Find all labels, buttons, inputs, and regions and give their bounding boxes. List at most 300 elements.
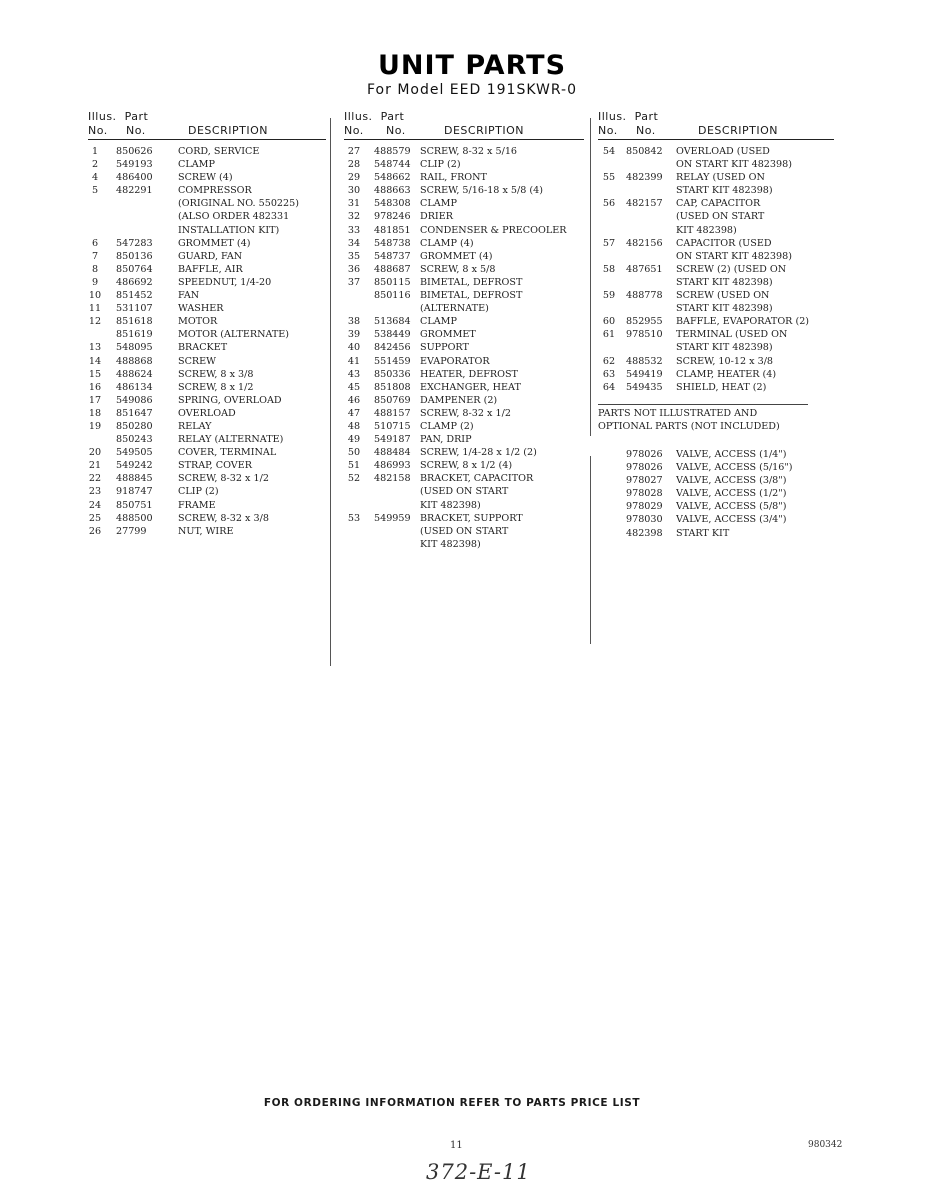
- part-number: 482158: [374, 473, 411, 485]
- part-description: COVER, TERMINAL: [178, 447, 277, 459]
- illus-number: 15: [88, 368, 102, 380]
- part-description: RELAY: [178, 420, 212, 432]
- illus-number: 4: [91, 172, 99, 184]
- part-row: [88, 341, 326, 354]
- part-number: 548662: [374, 172, 411, 184]
- illus-number: [598, 341, 620, 354]
- part-number: [102, 224, 178, 237]
- part-description: SCREW, 8 x 1/2: [178, 381, 254, 393]
- optional-parts-list: [598, 448, 834, 540]
- part-description: SCREW, 8-32 x 3/8: [178, 512, 269, 524]
- part-number: 549086: [116, 394, 153, 406]
- part-row: [88, 315, 326, 328]
- part-description: BIMETAL, DEFROST: [420, 276, 523, 288]
- illus-number: 50: [347, 447, 361, 459]
- part-description: SCREW, 10-12 x 3/8: [676, 355, 774, 367]
- part-row: [344, 355, 584, 368]
- part-row: [88, 145, 326, 158]
- part-description: OVERLOAD (USED: [676, 146, 770, 157]
- part-number: 547283: [116, 237, 153, 249]
- illus-number: [598, 250, 620, 263]
- note-line: PARTS NOT ILLUSTRATED AND: [598, 407, 758, 419]
- part-number: 548308: [374, 198, 411, 210]
- part-row: [344, 197, 584, 210]
- part-number: [620, 224, 676, 237]
- illus-number: [598, 302, 620, 315]
- illus-number: 28: [347, 159, 361, 171]
- illus-number: [598, 448, 620, 461]
- illus-number: 9: [91, 276, 99, 288]
- illus-number: 10: [88, 290, 102, 302]
- part-row: [598, 315, 834, 328]
- part-row: [88, 525, 326, 538]
- page-number: 11: [450, 1140, 463, 1151]
- illus-number: [598, 276, 620, 289]
- part-description: BRACKET, SUPPORT: [420, 512, 523, 524]
- part-row: [88, 485, 326, 498]
- header-no2: No.: [636, 124, 656, 137]
- part-number: 549505: [116, 447, 153, 459]
- part-description: ON START KIT 482398): [676, 250, 792, 262]
- part-description: CLAMP: [420, 316, 457, 328]
- part-row: [344, 171, 584, 184]
- header-no2: No.: [126, 124, 146, 137]
- part-number: 481851: [374, 224, 411, 236]
- illus-number: [598, 224, 620, 237]
- illus-number: 20: [88, 447, 102, 459]
- illus-number: [598, 184, 620, 197]
- illus-number: 53: [347, 512, 361, 524]
- illus-number: 29: [347, 172, 361, 184]
- part-description: SCREW (4): [178, 172, 233, 184]
- illus-number: 57: [602, 237, 616, 249]
- part-row: [598, 302, 834, 315]
- part-row: [344, 472, 584, 485]
- part-number: 551459: [374, 355, 411, 367]
- parts-column-1: [88, 108, 326, 538]
- part-row: [88, 250, 326, 263]
- illus-number: [598, 210, 620, 223]
- part-number: [620, 184, 676, 197]
- part-row: [344, 485, 584, 498]
- part-row: [598, 513, 834, 526]
- parts-column-2: [344, 108, 584, 551]
- part-row: [344, 263, 584, 276]
- column-header: [598, 108, 834, 140]
- header-no1: No.: [88, 124, 108, 137]
- part-description: SCREW: [178, 355, 217, 367]
- illus-number: 21: [88, 460, 102, 472]
- illus-number: 17: [88, 394, 102, 406]
- part-number: 482398: [626, 527, 663, 539]
- ordering-note: FOR ORDERING INFORMATION REFER TO PARTS PRICE LIST: [263, 1097, 641, 1109]
- part-description: RELAY (USED ON: [676, 172, 765, 184]
- header-illus: Illus. Part: [598, 110, 659, 123]
- part-number: 488663: [374, 185, 411, 197]
- parts-list: [598, 145, 834, 394]
- part-number: 548095: [116, 342, 153, 354]
- part-description: GROMMET: [420, 329, 476, 341]
- illus-number: 34: [347, 237, 361, 249]
- header-illus: Illus. Part: [88, 110, 149, 123]
- part-number: 978026: [626, 448, 663, 460]
- part-description: START KIT 482398): [676, 276, 773, 288]
- part-description: SPRING, OVERLOAD: [178, 394, 282, 406]
- illus-number: 6: [91, 237, 99, 249]
- part-number: [102, 197, 178, 210]
- part-description: STRAP, COVER: [178, 460, 252, 472]
- part-number: 548738: [374, 237, 411, 249]
- illus-number: 24: [88, 499, 102, 511]
- part-row: [344, 525, 584, 538]
- illus-number: 58: [602, 263, 616, 275]
- part-number: 549435: [626, 381, 663, 393]
- part-row: [344, 512, 584, 525]
- part-row: [344, 538, 584, 551]
- part-number: 842456: [374, 342, 411, 354]
- part-row: [598, 341, 834, 354]
- illus-number: [598, 461, 620, 474]
- part-row: [598, 210, 834, 223]
- part-row: [344, 184, 584, 197]
- part-description: SCREW, 8 x 1/2 (4): [420, 460, 513, 472]
- part-row: [598, 474, 834, 487]
- part-number: 482156: [626, 237, 663, 249]
- part-row: [344, 499, 584, 512]
- part-row: [598, 197, 834, 210]
- part-row: [88, 184, 326, 197]
- part-description: SCREW, 8-32 x 1/2: [178, 473, 269, 485]
- part-description: START KIT 482398): [676, 303, 773, 315]
- part-description: CONDENSER & PRECOOLER: [420, 224, 567, 236]
- part-number: 510715: [374, 420, 411, 432]
- part-row: [88, 381, 326, 394]
- part-number: 978030: [626, 514, 663, 526]
- illus-number: [598, 158, 620, 171]
- part-description: (ALSO ORDER 482331: [178, 211, 290, 223]
- illus-number: [88, 197, 102, 210]
- part-description: GROMMET (4): [420, 250, 493, 262]
- part-number: 548744: [374, 159, 411, 171]
- part-row: [598, 461, 834, 474]
- header-description: DESCRIPTION: [188, 124, 268, 137]
- part-number: 851618: [116, 316, 153, 328]
- illus-number: [344, 289, 364, 302]
- part-number: 850116: [374, 290, 411, 302]
- part-number: 978510: [626, 329, 663, 341]
- parts-column-3: [598, 108, 834, 540]
- part-row: [344, 237, 584, 250]
- model-subtitle: For Model EED 191SKWR-0: [367, 82, 577, 98]
- part-number: [620, 276, 676, 289]
- part-number: 488157: [374, 407, 411, 419]
- illus-number: 14: [88, 355, 102, 367]
- part-number: 852955: [626, 316, 663, 328]
- part-number: 978027: [626, 475, 663, 487]
- illus-number: 46: [347, 394, 361, 406]
- part-number: 488532: [626, 355, 663, 367]
- part-description: SCREW, 1/4-28 x 1/2 (2): [420, 447, 537, 459]
- illus-number: 18: [88, 407, 102, 419]
- note-line: OPTIONAL PARTS (NOT INCLUDED): [598, 420, 780, 432]
- part-row: [598, 224, 834, 237]
- part-description: CLAMP, HEATER (4): [676, 368, 777, 380]
- illus-number: 25: [88, 512, 102, 524]
- illus-number: 11: [88, 303, 102, 315]
- part-description: SCREW (USED ON: [676, 290, 770, 302]
- part-description: CLIP (2): [420, 159, 461, 171]
- part-row: [598, 355, 834, 368]
- illus-number: 52: [347, 473, 361, 485]
- part-description: TERMINAL (USED ON: [676, 329, 788, 341]
- part-row: [344, 407, 584, 420]
- illus-number: [88, 210, 102, 223]
- illus-number: 56: [602, 198, 616, 210]
- part-number: 850764: [116, 263, 153, 275]
- part-row: [344, 302, 584, 315]
- part-description: VALVE, ACCESS (3/4"): [676, 514, 787, 526]
- part-number: [620, 250, 676, 263]
- part-row: [88, 224, 326, 237]
- header-no1: No.: [598, 124, 618, 137]
- part-description: SCREW, 5/16-18 x 5/8 (4): [420, 185, 544, 197]
- header-description: DESCRIPTION: [444, 124, 524, 137]
- part-description: VALVE, ACCESS (5/8"): [676, 501, 787, 513]
- part-description: DAMPENER (2): [420, 394, 498, 406]
- part-number: [620, 302, 676, 315]
- part-row: [344, 433, 584, 446]
- part-number: 918747: [116, 486, 153, 498]
- illus-number: 8: [91, 263, 99, 275]
- part-row: [344, 210, 584, 223]
- illus-number: 26: [88, 525, 102, 537]
- illus-number: [598, 500, 620, 513]
- part-description: OVERLOAD: [178, 407, 236, 419]
- illus-number: 51: [347, 460, 361, 472]
- part-number: 488500: [116, 512, 153, 524]
- part-row: [88, 328, 326, 341]
- header-description: DESCRIPTION: [698, 124, 778, 137]
- illus-number: 19: [88, 420, 102, 432]
- part-description: (USED ON START: [420, 525, 509, 537]
- illus-number: [344, 485, 364, 498]
- illus-number: 7: [91, 250, 99, 262]
- part-row: [344, 446, 584, 459]
- part-description: INSTALLATION KIT): [178, 224, 280, 236]
- part-row: [344, 145, 584, 158]
- part-description: SHIELD, HEAT (2): [676, 381, 767, 393]
- part-number: 488579: [374, 146, 411, 157]
- part-description: CLAMP: [420, 198, 457, 210]
- part-description: GROMMET (4): [178, 237, 251, 249]
- part-description: KIT 482398): [676, 224, 737, 236]
- part-number: 851808: [374, 381, 411, 393]
- part-row: [88, 433, 326, 446]
- part-number: 486692: [116, 276, 153, 288]
- part-description: RELAY (ALTERNATE): [178, 434, 284, 446]
- illus-number: 22: [88, 473, 102, 485]
- part-row: [598, 527, 834, 540]
- part-description: PAN, DRIP: [420, 434, 472, 446]
- part-row: [88, 394, 326, 407]
- illus-number: 59: [602, 290, 616, 302]
- part-description: (ALTERNATE): [420, 303, 489, 315]
- part-row: [88, 420, 326, 433]
- part-number: 549959: [374, 512, 411, 524]
- part-row: [88, 171, 326, 184]
- part-number: [620, 158, 676, 171]
- part-number: 488778: [626, 290, 663, 302]
- part-description: EXCHANGER, HEAT: [420, 381, 521, 393]
- part-row: [598, 263, 834, 276]
- part-row: [88, 276, 326, 289]
- part-description: VALVE, ACCESS (3/8"): [676, 475, 787, 487]
- part-number: 850136: [116, 250, 153, 262]
- part-description: SCREW, 8 x 5/8: [420, 263, 496, 275]
- part-number: 513684: [374, 316, 411, 328]
- part-description: KIT 482398): [420, 499, 481, 511]
- illus-number: 40: [347, 342, 361, 354]
- part-row: [598, 487, 834, 500]
- part-row: [344, 368, 584, 381]
- part-number: 549419: [626, 368, 663, 380]
- part-description: FRAME: [178, 499, 216, 511]
- part-row: [598, 250, 834, 263]
- part-row: [344, 315, 584, 328]
- part-number: 531107: [116, 303, 153, 315]
- part-number: [620, 341, 676, 354]
- part-row: [88, 302, 326, 315]
- part-description: CLIP (2): [178, 486, 219, 498]
- part-description: DRIER: [420, 211, 453, 223]
- part-row: [344, 224, 584, 237]
- part-number: [364, 485, 420, 498]
- illus-number: [344, 499, 364, 512]
- part-row: [344, 420, 584, 433]
- illus-number: [344, 538, 364, 551]
- illus-number: 54: [602, 146, 616, 157]
- illus-number: 64: [602, 381, 616, 393]
- illus-number: [344, 525, 364, 538]
- part-row: [598, 171, 834, 184]
- part-description: SCREW, 8-32 x 5/16: [420, 146, 518, 157]
- part-row: [598, 448, 834, 461]
- not-illustrated-note: [598, 404, 808, 433]
- illus-number: 43: [347, 368, 361, 380]
- part-number: 850751: [116, 499, 153, 511]
- part-number: [364, 538, 420, 551]
- header-no2: No.: [386, 124, 406, 137]
- part-number: 482399: [626, 172, 663, 184]
- part-description: BRACKET, CAPACITOR: [420, 473, 534, 485]
- part-row: [88, 446, 326, 459]
- part-row: [88, 472, 326, 485]
- part-row: [88, 210, 326, 223]
- part-description: MOTOR (ALTERNATE): [178, 329, 290, 341]
- part-row: [344, 158, 584, 171]
- illus-number: 47: [347, 407, 361, 419]
- part-row: [344, 289, 584, 302]
- part-number: 486400: [116, 172, 153, 184]
- illus-number: 38: [347, 316, 361, 328]
- part-number: 850115: [374, 276, 411, 288]
- illus-number: 62: [602, 355, 616, 367]
- parts-list: [344, 145, 584, 551]
- part-row: [598, 276, 834, 289]
- part-description: BAFFLE, EVAPORATOR (2): [676, 316, 810, 328]
- part-number: 850280: [116, 420, 153, 432]
- part-row: [344, 328, 584, 341]
- part-description: CLAMP (2): [420, 420, 474, 432]
- part-description: WASHER: [178, 303, 224, 315]
- illus-number: 2: [91, 159, 99, 171]
- illus-number: [344, 302, 364, 315]
- illus-number: 45: [347, 381, 361, 393]
- header-no1: No.: [344, 124, 364, 137]
- part-row: [344, 459, 584, 472]
- illus-number: 33: [347, 224, 361, 236]
- part-number: 978029: [626, 501, 663, 513]
- illus-number: [598, 487, 620, 500]
- part-number: 978246: [374, 211, 411, 223]
- part-row: [88, 459, 326, 472]
- part-row: [598, 368, 834, 381]
- part-row: [598, 381, 834, 394]
- illus-number: 60: [602, 316, 616, 328]
- part-description: FAN: [178, 290, 200, 302]
- part-row: [344, 381, 584, 394]
- illus-number: 35: [347, 250, 361, 262]
- part-number: 488868: [116, 355, 153, 367]
- part-row: [88, 197, 326, 210]
- part-description: (USED ON START: [420, 486, 509, 498]
- part-number: 488484: [374, 447, 411, 459]
- part-number: 482291: [116, 185, 153, 197]
- illus-number: 49: [347, 434, 361, 446]
- part-description: RAIL, FRONT: [420, 172, 487, 184]
- part-description: START KIT: [676, 527, 730, 539]
- part-description: SCREW, 8 x 3/8: [178, 368, 254, 380]
- illus-number: 5: [91, 185, 99, 197]
- part-number: 850243: [116, 434, 153, 446]
- part-number: 851452: [116, 290, 153, 302]
- part-number: [102, 210, 178, 223]
- part-description: CAP, CAPACITOR: [676, 198, 761, 210]
- illus-number: 41: [347, 355, 361, 367]
- part-number: 487651: [626, 263, 663, 275]
- illus-number: 61: [602, 329, 616, 341]
- part-description: EVAPORATOR: [420, 355, 490, 367]
- illus-number: 13: [88, 342, 102, 354]
- part-description: SUPPORT: [420, 342, 469, 354]
- illus-number: 55: [602, 172, 616, 184]
- part-number: 978028: [626, 488, 663, 500]
- column-divider-2b: [590, 456, 591, 644]
- part-number: 486993: [374, 460, 411, 472]
- part-number: 978026: [626, 462, 663, 474]
- part-number: 549187: [374, 434, 411, 446]
- part-row: [88, 407, 326, 420]
- illus-number: 31: [347, 198, 361, 210]
- illus-number: 32: [347, 211, 361, 223]
- part-number: 549242: [116, 460, 153, 472]
- part-number: 486134: [116, 381, 153, 393]
- illus-number: 23: [88, 486, 102, 498]
- part-number: 850769: [374, 394, 411, 406]
- part-description: (USED ON START: [676, 211, 765, 223]
- part-row: [598, 237, 834, 250]
- part-description: START KIT 482398): [676, 185, 773, 197]
